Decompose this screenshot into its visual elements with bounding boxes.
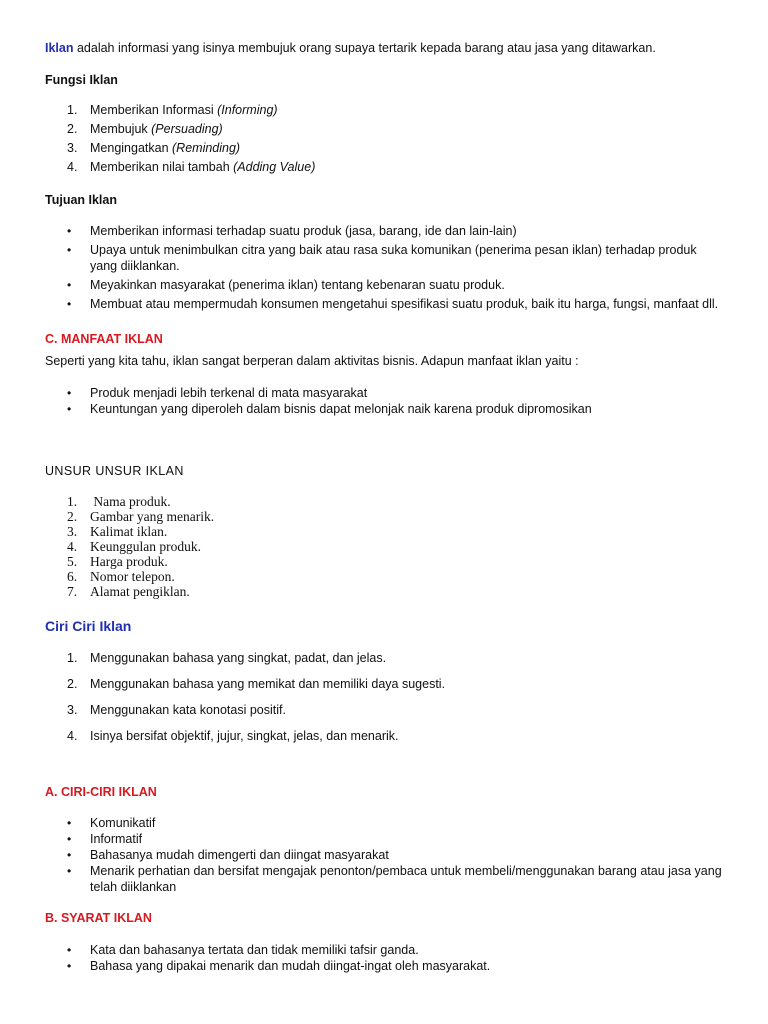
list-item-text: Gambar yang menarik. bbox=[90, 509, 215, 524]
list-item bbox=[45, 140, 725, 156]
list-marker: 5. bbox=[67, 554, 78, 569]
tujuan-heading: Tujuan Iklan bbox=[45, 193, 117, 207]
list-item-text: Kata dan bahasanya tertata dan tidak memiliki tafsir ganda. bbox=[90, 943, 419, 957]
list-item bbox=[45, 509, 725, 524]
list-marker: 2. bbox=[67, 677, 78, 691]
list-item-text: Memberikan informasi terhadap suatu produk (jasa, barang, ide dan lain-lain) bbox=[90, 224, 517, 238]
list-item-text: Membuat atau mempermudah konsumen mengetahui spesifikasi suatu produk, baik itu harga, fungsi, manfaat dll. bbox=[90, 297, 719, 311]
list-marker: 7. bbox=[67, 584, 78, 599]
list-item bbox=[45, 702, 725, 718]
list-item bbox=[45, 121, 725, 137]
list-item-text: Kalimat iklan. bbox=[90, 524, 168, 539]
list-marker: 3. bbox=[67, 703, 78, 717]
list-item bbox=[45, 676, 725, 692]
list-marker: 6. bbox=[67, 569, 78, 584]
list-item bbox=[45, 385, 725, 401]
list-item-text: Bahasanya mudah dimengerti dan diingat masyarakat bbox=[90, 848, 389, 862]
unsur-heading: UNSUR UNSUR IKLAN bbox=[45, 464, 184, 478]
list-item-text: Upaya untuk menimbulkan citra yang baik atau rasa suka komunikan (penerima pesan iklan) terhadap produk yang diiklankan. bbox=[90, 243, 697, 273]
list-item-text: Memberikan nilai tambah bbox=[90, 160, 234, 174]
list-marker: 3. bbox=[67, 141, 78, 155]
list-item-text: Menggunakan bahasa yang memikat dan memiliki daya sugesti. bbox=[90, 677, 446, 691]
list-item bbox=[45, 815, 725, 831]
list-marker: 4. bbox=[67, 729, 78, 743]
list-item-text: Alamat pengiklan. bbox=[90, 584, 190, 599]
ciri-list bbox=[45, 650, 725, 754]
list-item bbox=[45, 223, 725, 239]
list-item-english: (Informing) bbox=[217, 103, 278, 117]
list-item bbox=[45, 159, 725, 175]
bullet-marker: • bbox=[67, 959, 72, 973]
list-item-text: Nomor telepon. bbox=[90, 569, 175, 584]
list-item bbox=[45, 958, 725, 974]
list-marker: 2. bbox=[67, 122, 78, 136]
manfaat-heading: C. MANFAAT IKLAN bbox=[45, 332, 163, 346]
list-item-text: Komunikatif bbox=[90, 816, 156, 830]
bullet-marker: • bbox=[67, 832, 72, 846]
list-item-text: Menggunakan bahasa yang singkat, padat, dan jelas. bbox=[90, 651, 387, 665]
list-item bbox=[45, 242, 725, 274]
manfaat-list bbox=[45, 385, 725, 417]
intro-text: adalah informasi yang isinya membujuk orang supaya tertarik kepada barang atau jasa yang ditawarkan. bbox=[73, 41, 656, 55]
list-marker: 1. bbox=[67, 103, 78, 117]
list-item-text: Memberikan Informasi bbox=[90, 103, 218, 117]
list-item-text: Isinya bersifat objektif, jujur, singkat, jelas, dan menarik. bbox=[90, 729, 399, 743]
bullet-marker: • bbox=[67, 243, 72, 257]
list-item bbox=[45, 296, 725, 312]
manfaat-intro: Seperti yang kita tahu, iklan sangat berperan dalam aktivitas bisnis. Adapun manfaat iklan yaitu : bbox=[45, 354, 579, 368]
list-item bbox=[45, 569, 725, 584]
ciri-heading: Ciri Ciri Iklan bbox=[45, 618, 132, 634]
list-item bbox=[45, 494, 725, 509]
list-item-text: Meyakinkan masyarakat (penerima iklan) tentang kebenaran suatu produk. bbox=[90, 278, 505, 292]
fungsi-heading: Fungsi Iklan bbox=[45, 73, 118, 87]
list-item bbox=[45, 847, 725, 863]
bullet-marker: • bbox=[67, 297, 72, 311]
list-item bbox=[45, 401, 725, 417]
bullet-marker: • bbox=[67, 386, 72, 400]
list-item bbox=[45, 524, 725, 539]
list-item-text: Membujuk bbox=[90, 122, 152, 136]
list-marker: 1. bbox=[67, 494, 78, 509]
list-item-text: Menggunakan kata konotasi positif. bbox=[90, 703, 286, 717]
unsur-list bbox=[45, 494, 725, 599]
list-item-text: Bahasa yang dipakai menarik dan mudah diingat-ingat oleh masyarakat. bbox=[90, 959, 491, 973]
bullet-marker: • bbox=[67, 848, 72, 862]
list-item bbox=[45, 728, 725, 744]
bullet-marker: • bbox=[67, 402, 72, 416]
syarat-heading: B. SYARAT IKLAN bbox=[45, 911, 152, 925]
list-marker: 1. bbox=[67, 651, 78, 665]
list-marker: 3. bbox=[67, 524, 78, 539]
list-marker: 2. bbox=[67, 509, 78, 524]
list-item bbox=[45, 831, 725, 847]
list-item-text: Mengingatkan bbox=[90, 141, 173, 155]
bullet-marker: • bbox=[67, 943, 72, 957]
list-marker: 4. bbox=[67, 539, 78, 554]
fungsi-list bbox=[45, 102, 725, 175]
list-item-english: (Reminding) bbox=[172, 141, 241, 155]
list-item bbox=[45, 863, 725, 895]
intro-paragraph bbox=[45, 40, 725, 56]
list-marker: 4. bbox=[67, 160, 78, 174]
list-item bbox=[45, 539, 725, 554]
list-item bbox=[45, 102, 725, 118]
bullet-marker: • bbox=[67, 224, 72, 238]
list-item bbox=[45, 584, 725, 599]
list-item-text: Keunggulan produk. bbox=[90, 539, 201, 554]
list-item bbox=[45, 554, 725, 569]
list-item bbox=[45, 277, 725, 293]
list-item bbox=[45, 650, 725, 666]
list-item-text: Keuntungan yang diperoleh dalam bisnis dapat melonjak naik karena produk dipromosikan bbox=[90, 402, 592, 416]
bullet-marker: • bbox=[67, 816, 72, 830]
list-item-text: Informatif bbox=[90, 832, 143, 846]
list-item-english: (Adding Value) bbox=[233, 160, 316, 174]
tujuan-list bbox=[45, 223, 725, 312]
intro-term: Iklan bbox=[45, 41, 74, 55]
list-item-english: (Persuading) bbox=[151, 122, 223, 136]
list-item-text: Harga produk. bbox=[90, 554, 168, 569]
list-item bbox=[45, 942, 725, 958]
list-item-text: Menarik perhatian dan bersifat mengajak penonton/pembaca untuk membeli/menggunakan barang atau jasa yang telah diiklankan bbox=[90, 864, 722, 894]
bullet-marker: • bbox=[67, 278, 72, 292]
syarat-list bbox=[45, 942, 725, 974]
list-item-text: Nama produk. bbox=[90, 494, 171, 509]
ciri-a-list bbox=[45, 815, 725, 895]
bullet-marker: • bbox=[67, 864, 72, 878]
list-item-text: Produk menjadi lebih terkenal di mata masyarakat bbox=[90, 386, 368, 400]
ciri-a-heading: A. CIRI-CIRI IKLAN bbox=[45, 785, 157, 799]
